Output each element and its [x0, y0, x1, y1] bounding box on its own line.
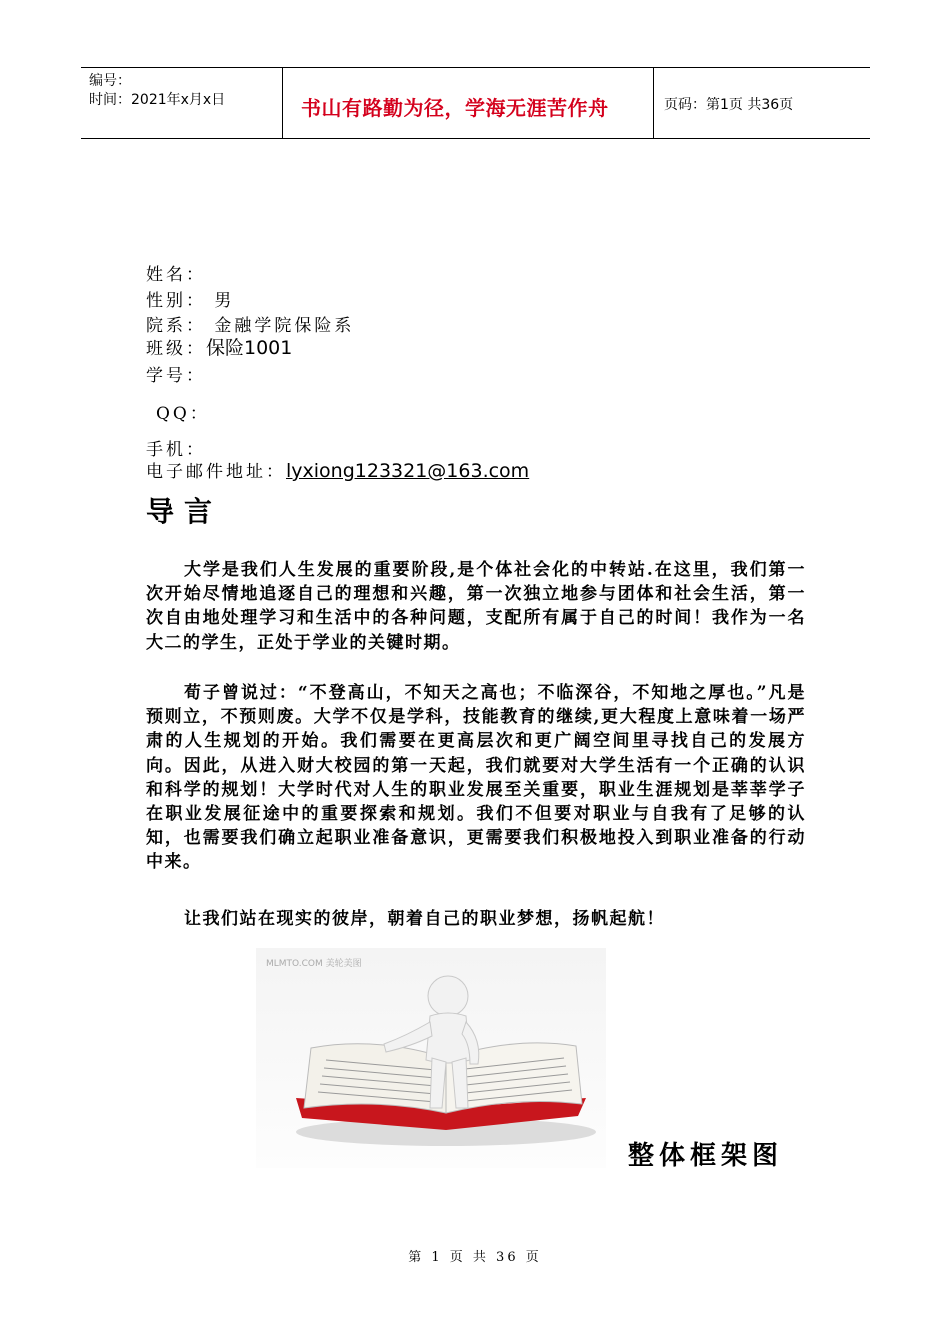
- intro-heading: 导言: [146, 495, 223, 528]
- student-id-line: 学号：: [146, 366, 206, 386]
- doc-number-label: 编号：: [89, 73, 131, 89]
- header-motto-cell: [283, 68, 654, 138]
- paragraph-3: 让我们站在现实的彼岸，朝着自己的职业梦想，扬帆起航！: [184, 909, 665, 929]
- class-line: [146, 333, 292, 360]
- paragraph-1: 大学是我们人生发展的重要阶段,是个体社会化的中转站.在这里，我们第一次开始尽情地追逐自己的理想和兴趣，第一次独立地参与团体和社会生活，第一次自由地处理学习和生活中的各种问题，支配所有属于自己的时间！我作为一名大二的学生，正处于学业的关键时期。: [146, 560, 806, 653]
- figure-watermark: MLMTO.COM 美轮美图: [266, 959, 362, 969]
- paragraph-2: 荀子曾说过：“不登高山，不知天之高也；不临深谷，不知地之厚也。”凡是预则立，不预则废。大学不仅是学科，技能教育的继续,更大程度上意味着一场严肃的人生规划的开始。我们需要在更高层次和更广阔空间里寻找自己的发展方向。因此，从进入财大校园的第一天起，我们就要对大学生活有一个正确的认识和科学的规划！大学时代对人生的职业发展至关重要，职业生涯规划是莘莘学子在职业发展征途中的重要探索和规划。我们不但要对职业与自我有了足够的认知，也需要我们确立起职业准备意识，更需要我们积极地投入到职业准备的行动中来。: [146, 683, 806, 873]
- book-person-illustration: [256, 948, 606, 1168]
- qq-line: QQ：: [156, 404, 210, 424]
- phone-line: 手机：: [146, 440, 206, 460]
- page-header: [81, 67, 870, 139]
- class-label: 班级：: [146, 339, 206, 359]
- doc-time-label: 时间：2021年x月x日: [89, 92, 226, 108]
- name-line: 姓名：: [146, 265, 206, 285]
- email-link[interactable]: lyxiong123321@163.com: [286, 460, 530, 482]
- header-motto: 书山有路勤为径，学海无涯苦作舟: [301, 96, 609, 120]
- header-meta: [81, 68, 283, 138]
- figure-title: 整体框架图: [628, 1141, 784, 1171]
- email-line: [146, 457, 529, 482]
- book-figure-image: [256, 948, 606, 1168]
- page-footer: 第 1 页 共 36 页: [408, 1250, 542, 1265]
- class-value: 保险1001: [206, 337, 293, 359]
- header-page-cell: [654, 68, 870, 138]
- header-page-code: 页码：第1页 共36页: [664, 97, 794, 113]
- email-label: 电子邮件地址：: [146, 462, 286, 482]
- gender-line: 性别： 男: [146, 291, 235, 311]
- department-line: 院系： 金融学院保险系: [146, 316, 355, 336]
